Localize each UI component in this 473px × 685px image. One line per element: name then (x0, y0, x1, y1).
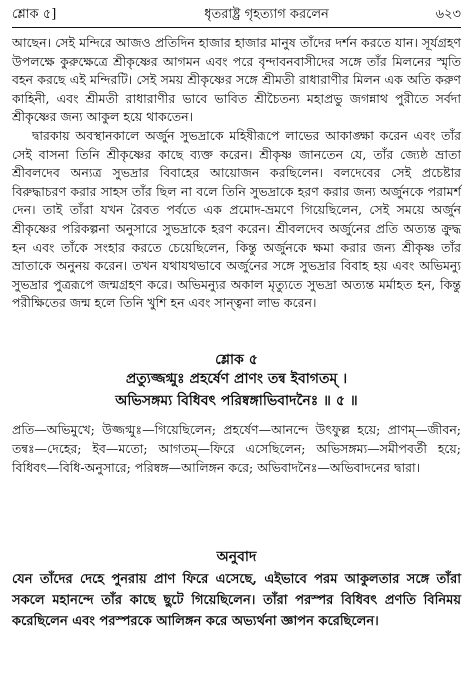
header-chapter-title: ধৃতরাষ্ট্র গৃহত্যাগ করলেন (204, 6, 329, 22)
purport-continuation (12, 34, 461, 313)
page-header (12, 4, 461, 26)
verse-line-1: প্রত্যুজ্জগ্মুঃ প্রহর্ষেণ প্রাণং তন্ব ইবাগতম্ । (125, 371, 348, 387)
verse-text (0, 368, 473, 412)
synonyms-text: প্রতি—অভিমুখে; উজ্জগ্মুঃ—গিয়েছিলেন; প্রহর্ষেণ—আনন্দে উৎফুল্ল হয়ে; প্রাণম্—জীবন; তন্বঃ—দেহের; ইব—মতো; আগতম্—ফিরে এসেছিলেন; অভিসঙ্গম্য—সমীপবর্তী হয়ে; বিধিবৎ—বিধি-অনুসারে; পরিষ্বঙ্গ—আলিঙ্গন করে; অভিবাদনৈঃ—অভিবাদনের দ্বারা। (12, 422, 461, 475)
verse-title: শ্লোক ৫ (215, 352, 258, 368)
page-number: ৬২৩ (435, 6, 461, 22)
verse-line-2: অভিসঙ্গম্য বিধিবৎ পরিষ্বঙ্গাভিবাদনৈঃ ॥ ৫ ॥ (115, 393, 358, 409)
translation-text: যেন তাঁদের দেহে পুনরায় প্রাণ ফিরে এসেছে, এইভাবে পরম আকুলতার সঙ্গে তাঁরা সকলে মহানন্দে তাঁর কাছে ছুটে গিয়েছিলেন। তাঁরা পরস্পর বিধিবৎ প্রণতি বিনিময় করেছিলেন এবং পরস্পরকে আলিঙ্গন করে অভ্যর্থনা জ্ঞাপন করেছিলেন। (12, 572, 461, 629)
purport-paragraph-1: আছেন। সেই মন্দিরে আজও প্রতিদিন হাজার হাজার মানুষ তাঁদের দর্শন করতে যান। সূর্যগ্রহণ উপলক্ষে কুরুক্ষেত্রে শ্রীকৃষ্ণের আগমন এবং পরে বৃন্দাবনবাসীদের সঙ্গে তাঁর মিলনের স্মৃতি বহন করছে এই মন্দিরটি। সেই সময় শ্রীকৃষ্ণের সঙ্গে শ্রীমতী রাধারাণীর মিলন এক অতি করুণ কাহিনী, এবং শ্রীমতী রাধারাণীর ভাবে ভাবিত শ্রীচৈতন্য মহাপ্রভু জগন্নাথ পুরীতে সর্বদা শ্রীকৃষ্ণের জন্য আকুল হয়ে থাকতেন। (12, 35, 461, 125)
translation-title: অনুবাদ (216, 549, 257, 565)
header-rule (12, 27, 461, 28)
header-verse-ref: শ্লোক ৫] (12, 6, 57, 22)
purport-paragraph-2: দ্বারকায় অবস্থানকালে অর্জুন সুভদ্রাকে মহিষীরূপে লাভের আকাঙ্ক্ষা করেন এবং তাঁর সেই বাসনা তিনি শ্রীকৃষ্ণের কাছে ব্যক্ত করেন। শ্রীকৃষ্ণ জানতেন যে, তাঁর জ্যেষ্ঠ ভ্রাতা শ্রীবলদেব অন্যত্র সুভদ্রার বিবাহের আয়োজন করছিলেন। বলদেবের সেই প্রচেষ্টার বিরুদ্ধাচরণ করার সাহস তাঁর ছিল না বলে তিনি সুভদ্রাকে হরণ করার জন্য অর্জুনকে পরামর্শ দেন। তাই তাঁরা যখন রৈবত পর্বতে এক প্রমোদ-ভ্রমণে গিয়েছিলেন, সেই সময়ে অর্জুন শ্রীকৃষ্ণের পরিকল্পনা অনুসারে সুভদ্রাকে হরণ করেন। শ্রীবলদেব অর্জুনের প্রতি অত্যন্ত ক্রুদ্ধ হন এবং তাঁকে সংহার করতে চেয়েছিলেন, কিন্তু অর্জুনকে ক্ষমা করার জন্য শ্রীকৃষ্ণ তাঁর ভ্রাতাকে অনুনয় করেন। তখন যথাযথভাবে অর্জুনের সঙ্গে সুভদ্রার বিবাহ হয় এবং অভিমন্যু সুভদ্রার পুত্ররূপে জন্মগ্রহণ করে। অভিমন্যুর অকাল মৃত্যুতে সুভদ্রা অত্যন্ত মর্মাহত হন, কিন্তু পরীক্ষিতের জন্ম হলে তিনি খুশি হন এবং সান্ত্বনা লাভ করেন। (12, 127, 461, 311)
word-for-word-synonyms (12, 420, 461, 477)
